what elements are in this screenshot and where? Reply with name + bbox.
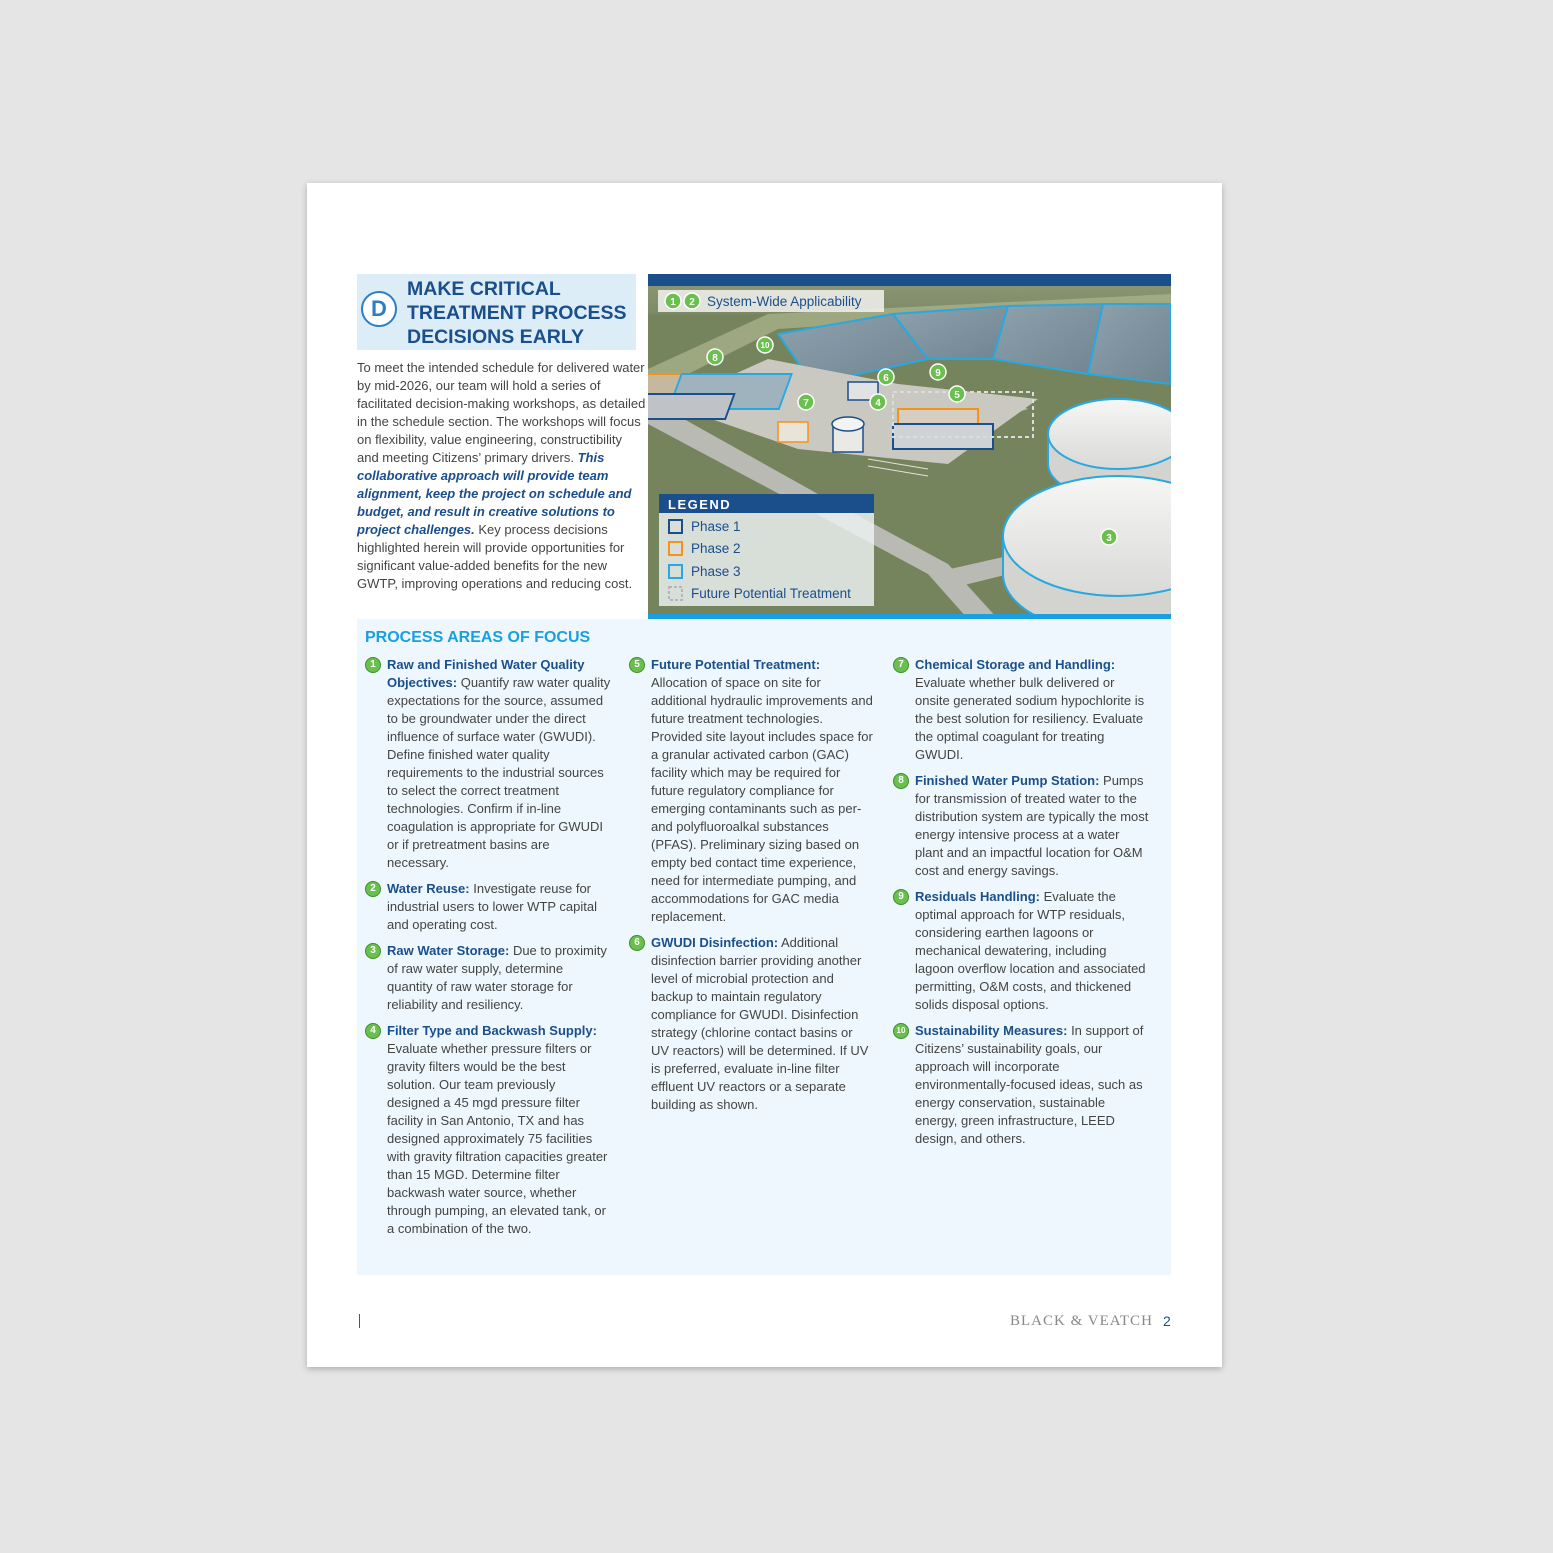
intro-text-end: Key process decisions highlighted herein will provide opportunities for significant value-added benefits for the new GWTP, improving operations and reducing cost. xyxy=(357,522,633,591)
number-1-icon: 1 xyxy=(365,657,381,673)
legend-label-phase3: Phase 3 xyxy=(691,564,741,579)
image-top-bar xyxy=(648,274,1171,286)
number-6-icon: 6 xyxy=(629,935,645,951)
focus-item-title: Water Reuse: xyxy=(387,881,470,896)
callout-num-2: 2 xyxy=(689,297,695,308)
footer-divider xyxy=(359,1314,360,1328)
legend xyxy=(659,494,874,606)
number-4-icon: 4 xyxy=(365,1023,381,1039)
marker-7 xyxy=(798,394,814,410)
marker-10 xyxy=(757,337,773,353)
marker-9 xyxy=(930,364,946,380)
focus-column-2 xyxy=(629,656,873,1122)
number-10-icon: 10 xyxy=(893,1023,909,1039)
focus-item-text: In support of Citizens’ sustainability goals, our approach will incorporate environmentally-focused ideas, such as energy conservation, sustainable energy, green infrastructure, LEED design, and others. xyxy=(915,1023,1144,1146)
title-line-1: MAKE CRITICAL xyxy=(407,278,561,300)
focus-item-8 xyxy=(893,772,1149,880)
page-number: 2 xyxy=(1163,1313,1171,1329)
marker-3 xyxy=(1101,529,1117,545)
legend-label-phase2: Phase 2 xyxy=(691,541,741,556)
marker-8 xyxy=(707,349,723,365)
document-page xyxy=(307,183,1222,1367)
focus-item-title: Residuals Handling: xyxy=(915,889,1040,904)
intro-text-start: To meet the intended schedule for delivered water by mid-2026, our team will hold a series of facilitated decision-making workshops, as detailed in the schedule section. The workshops will focus on flexibility, value engineering, constructibility and meeting Citizens’ primary drivers. xyxy=(357,360,646,465)
legend-title: LEGEND xyxy=(668,497,732,512)
svg-text:3: 3 xyxy=(1106,533,1112,544)
focus-item-title: Sustainability Measures: xyxy=(915,1023,1068,1038)
section-title xyxy=(407,277,635,349)
focus-item-10 xyxy=(893,1022,1149,1148)
marker-5 xyxy=(949,386,965,402)
svg-text:8: 8 xyxy=(712,353,718,364)
svg-text:7: 7 xyxy=(803,398,809,409)
process-areas-title: PROCESS AREAS OF FOCUS xyxy=(365,629,591,646)
marker-4 xyxy=(870,394,886,410)
number-7-icon: 7 xyxy=(893,657,909,673)
focus-item-7 xyxy=(893,656,1149,764)
focus-item-text: Investigate reuse for industrial users to lower WTP capital and operating cost. xyxy=(387,881,598,932)
focus-item-text: Evaluate whether bulk delivered or onsite generated sodium hypochlorite is the best solution for resiliency. Evaluate the optimal coagulant for treating GWUDI. xyxy=(915,675,1145,762)
svg-text:9: 9 xyxy=(935,368,941,379)
legend-label-future: Future Potential Treatment xyxy=(691,586,851,601)
number-5-icon: 5 xyxy=(629,657,645,673)
focus-item-text: Evaluate the optimal approach for WTP residuals, considering earthen lagoons or mechanical dewatering, including lagoon overflow location and associated permitting, O&M costs, and thickened solids disposal options. xyxy=(915,889,1146,1012)
process-areas-panel xyxy=(357,619,1171,1275)
section-header xyxy=(357,274,636,350)
callout-label: System-Wide Applicability xyxy=(707,294,862,309)
footer-brand: BLACK & VEATCH xyxy=(1010,1313,1153,1329)
number-2-icon: 2 xyxy=(365,881,381,897)
focus-item-title: Future Potential Treatment: xyxy=(651,657,821,672)
focus-item-5 xyxy=(629,656,873,926)
badge-letter: D xyxy=(371,296,387,321)
number-8-icon: 8 xyxy=(893,773,909,789)
svg-text:4: 4 xyxy=(875,398,881,409)
focus-item-title: GWUDI Disinfection: xyxy=(651,935,779,950)
number-3-icon: 3 xyxy=(365,943,381,959)
legend-label-phase1: Phase 1 xyxy=(691,519,741,534)
site-plan-rendering xyxy=(648,274,1171,619)
svg-text:10: 10 xyxy=(760,341,770,350)
number-9-icon: 9 xyxy=(893,889,909,905)
focus-item-title: Raw and Finished Water Quality Objectives: xyxy=(387,657,585,690)
intro-emphasis: This collaborative approach will provide team alignment, keep the project on schedule and budget, and result in creative solutions to project challenges. xyxy=(357,450,632,537)
focus-item-title: Finished Water Pump Station: xyxy=(915,773,1100,788)
callout-num-1: 1 xyxy=(670,297,676,308)
svg-text:6: 6 xyxy=(883,373,889,384)
marker-6 xyxy=(878,369,894,385)
focus-item-2 xyxy=(365,880,611,934)
focus-item-3 xyxy=(365,942,611,1014)
section-badge-icon xyxy=(361,291,397,327)
focus-item-4 xyxy=(365,1022,611,1238)
focus-item-text: Allocation of space on site for additional hydraulic improvements and future treatment technologies. Provided site layout includes space for a granular activated carbon (GAC) facility which may be required for future regulatory compliance for emerging contaminants such as per- and polyfluoroalkal substances (PFAS). Preliminary sizing based on empty bed contact time experience, need for intermediate pumping, and accommodations for GAC media replacement. xyxy=(651,675,873,924)
focus-item-title: Filter Type and Backwash Supply: xyxy=(387,1023,597,1038)
focus-item-text: Evaluate whether pressure filters or gravity filters would be the best solution. Our team previously designed a 45 mgd pressure filter facility in San Antonio, TX and has designed approximately 75 facilities with gravity filtration capacities greater than 15 MGD. Determine filter backwash water source, whether through pumping, an elevated tank, or a combination of the two. xyxy=(387,1041,608,1236)
system-wide-callout xyxy=(658,290,884,312)
title-line-2: TREATMENT PROCESS xyxy=(407,302,627,324)
focus-item-9 xyxy=(893,888,1149,1014)
intro-paragraph xyxy=(357,359,647,593)
focus-column-3 xyxy=(893,656,1149,1156)
focus-item-text: Pumps for transmission of treated water to the distribution system are typically the most energy intensive process at a water plant and an impactful location for O&M cost and energy savings. xyxy=(915,773,1149,878)
focus-item-6 xyxy=(629,934,873,1114)
focus-item-title: Chemical Storage and Handling: xyxy=(915,657,1116,672)
focus-item-1 xyxy=(365,656,611,872)
title-line-3: DECISIONS EARLY xyxy=(407,326,584,348)
svg-text:5: 5 xyxy=(954,390,960,401)
focus-item-text: Additional disinfection barrier providing another level of microbial protection and backup to maintain regulatory compliance for GWUDI. Disinfection strategy (chlorine contact basins or UV reactors) will be determined. If UV is preferred, evaluate in-line filter effluent UV reactors or a separate building as shown. xyxy=(651,935,869,1112)
focus-column-1 xyxy=(365,656,611,1246)
focus-item-title: Raw Water Storage: xyxy=(387,943,510,958)
focus-item-text: Due to proximity of raw water supply, determine quantity of raw water storage for reliability and resiliency. xyxy=(387,943,607,1012)
focus-item-text: Quantify raw water quality expectations for the source, assumed to be groundwater under the direct influence of surface water (GWUDI). Define finished water quality requirements to the industrial sources to select the correct treatment technologies. Confirm if in-line coagulation is appropriate for GWUDI or if pretreatment basins are necessary. xyxy=(387,675,611,870)
